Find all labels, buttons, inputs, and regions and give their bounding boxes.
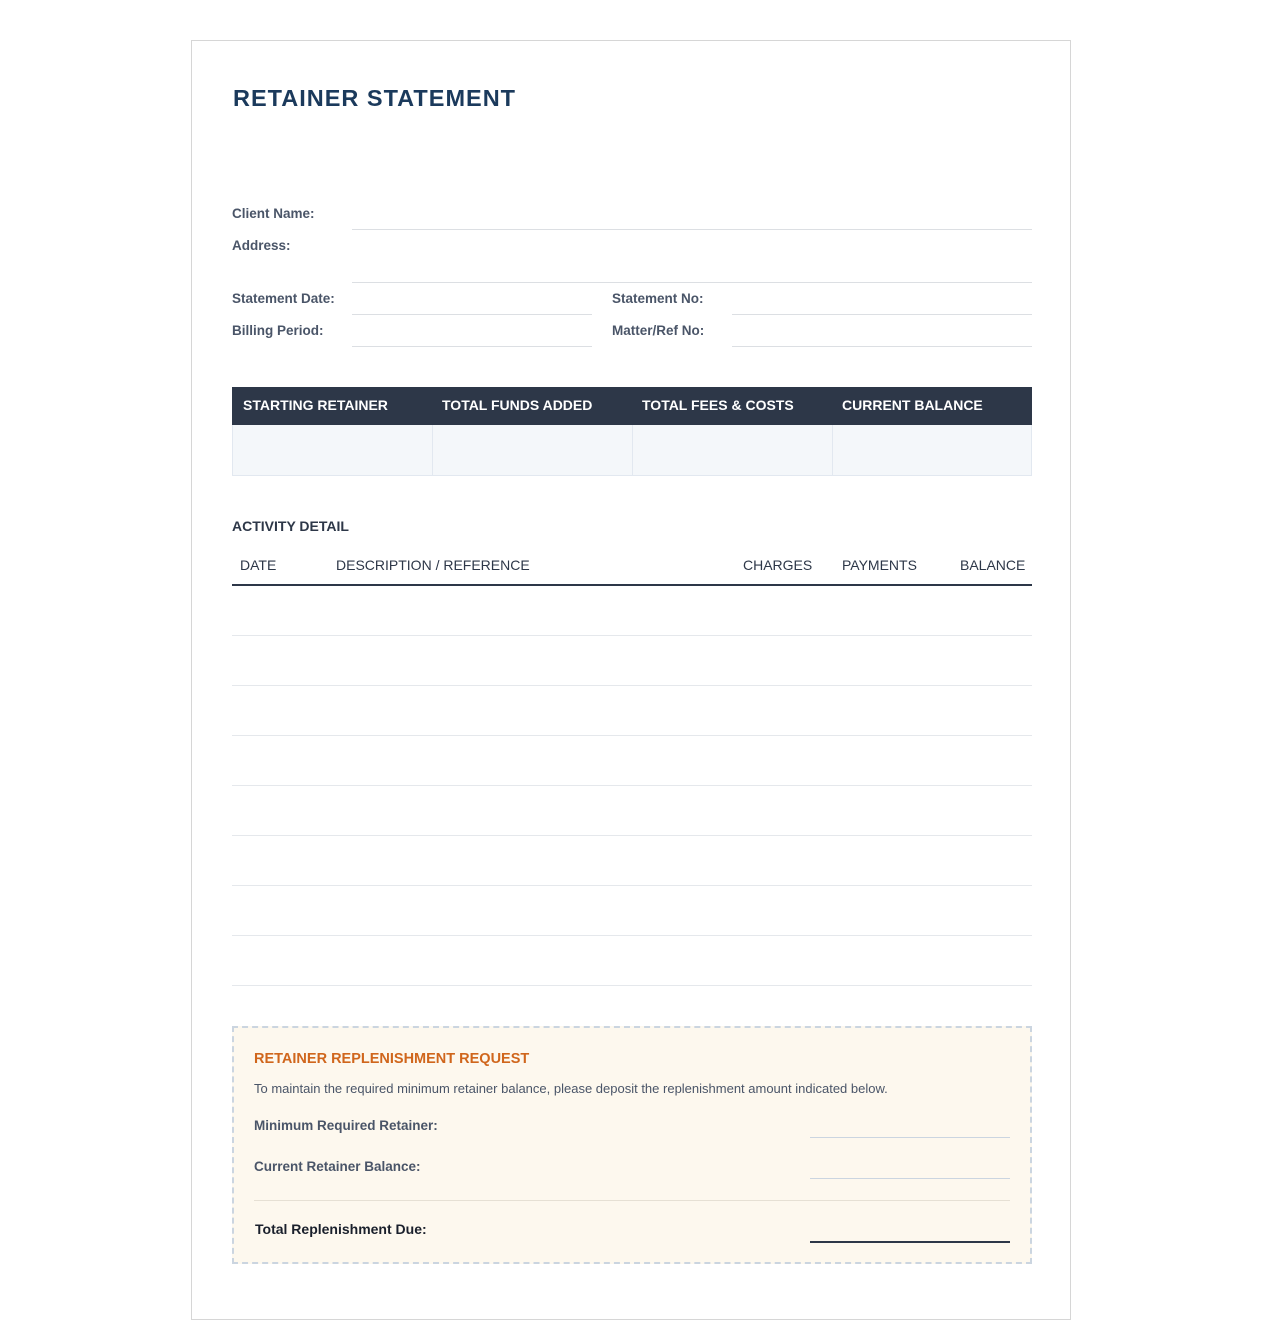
column-header-description: DESCRIPTION / REFERENCE (336, 557, 530, 573)
table-row[interactable] (232, 936, 1032, 986)
summary-header-total-fees-costs: TOTAL FEES & COSTS (642, 397, 794, 413)
summary-current-balance-value[interactable] (833, 425, 1031, 475)
total-due-field[interactable] (810, 1241, 1010, 1243)
summary-header-total-funds-added: TOTAL FUNDS ADDED (442, 397, 593, 413)
statement-date-label: Statement Date: (232, 291, 335, 306)
column-header-date: DATE (240, 557, 277, 573)
replenishment-title: RETAINER REPLENISHMENT REQUEST (254, 1051, 530, 1067)
activity-title: ACTIVITY DETAIL (232, 518, 349, 534)
replenishment-divider (254, 1200, 1010, 1201)
table-row[interactable] (232, 836, 1032, 886)
client-name-field[interactable] (352, 229, 1032, 230)
table-row[interactable] (232, 586, 1032, 636)
summary-header-starting-retainer: STARTING RETAINER (243, 397, 388, 413)
summary-header-current-balance: CURRENT BALANCE (842, 397, 983, 413)
min-required-label: Minimum Required Retainer: (254, 1118, 438, 1133)
summary-table (232, 387, 1032, 476)
statement-no-label: Statement No: (612, 291, 704, 306)
summary-total-fees-costs-value[interactable] (633, 425, 832, 475)
table-row[interactable] (232, 686, 1032, 736)
replenishment-description: To maintain the required minimum retainer balance, please deposit the replenishment amount indicated below. (254, 1081, 888, 1096)
table-row[interactable] (232, 736, 1032, 786)
current-balance-field[interactable] (810, 1178, 1010, 1179)
statement-page (191, 40, 1071, 1320)
summary-total-funds-added-value[interactable] (433, 425, 632, 475)
statement-no-field[interactable] (732, 314, 1032, 315)
billing-period-field[interactable] (352, 346, 592, 347)
min-required-field[interactable] (810, 1137, 1010, 1138)
document-title: RETAINER STATEMENT (233, 85, 517, 111)
summary-starting-retainer-value[interactable] (233, 425, 432, 475)
table-row[interactable] (232, 636, 1032, 686)
address-label: Address: (232, 238, 291, 253)
summary-header-row (232, 387, 1032, 425)
column-header-payments: PAYMENTS (842, 557, 917, 573)
column-header-charges: CHARGES (743, 557, 813, 573)
column-header-balance: BALANCE (960, 557, 1026, 573)
matter-ref-label: Matter/Ref No: (612, 323, 705, 338)
table-row[interactable] (232, 786, 1032, 836)
replenishment-box (232, 1026, 1032, 1264)
table-row[interactable] (232, 886, 1032, 936)
address-field[interactable] (352, 282, 1032, 283)
matter-ref-field[interactable] (732, 346, 1032, 347)
current-balance-label: Current Retainer Balance: (254, 1159, 421, 1174)
summary-values-row (232, 425, 1032, 476)
total-due-label: Total Replenishment Due: (255, 1221, 427, 1237)
client-name-label: Client Name: (232, 206, 315, 221)
billing-period-label: Billing Period: (232, 323, 324, 338)
statement-date-field[interactable] (352, 314, 592, 315)
